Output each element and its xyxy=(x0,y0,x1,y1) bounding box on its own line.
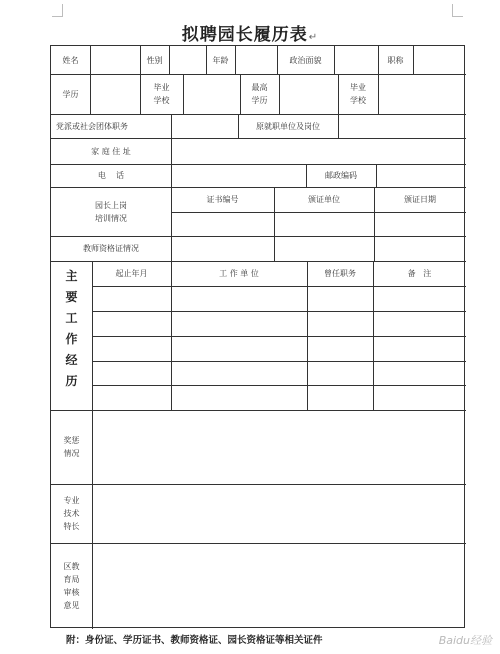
experience-side-char: 历 xyxy=(65,374,78,388)
label-age: 年龄 xyxy=(212,55,229,65)
v-rule xyxy=(171,138,172,164)
resume-form-table xyxy=(50,45,465,628)
experience-header-remarks: 备 注 xyxy=(407,269,432,278)
label-specialty: 专业 技术 特长 xyxy=(63,496,80,531)
v-rule xyxy=(274,236,275,261)
watermark: Baidu经验 xyxy=(438,634,492,647)
label-title-rank: 职称 xyxy=(387,55,404,65)
h-rule xyxy=(51,543,466,544)
experience-header-position: 曾任职务 xyxy=(324,269,356,278)
experience-side-char: 要 xyxy=(65,290,78,304)
label-cert-no: 证书编号 xyxy=(206,195,239,204)
v-rule xyxy=(376,164,377,187)
label-bureau-opinion: 区教 育局 审核 意见 xyxy=(63,562,80,610)
label-home-address: 家 庭 住 址 xyxy=(91,146,131,156)
experience-header-unit: 工 作 单 位 xyxy=(219,269,259,278)
v-rule xyxy=(413,46,414,74)
experience-header-period: 起止年月 xyxy=(115,269,148,278)
label-original-unit: 原就职单位及岗位 xyxy=(256,121,320,131)
form-title xyxy=(0,20,500,45)
experience-side-label xyxy=(51,266,92,410)
h-rule xyxy=(92,361,466,362)
label-politics: 政治面貌 xyxy=(289,55,322,65)
label-party-roles: 党派或社会团体职务 xyxy=(56,121,128,131)
label-name: 姓名 xyxy=(62,55,79,65)
crop-mark-top-left xyxy=(52,4,63,17)
experience-side-char: 工 xyxy=(65,311,78,325)
experience-side-char: 作 xyxy=(65,332,78,346)
label-postcode: 邮政编码 xyxy=(325,171,357,180)
crop-mark-top-right xyxy=(452,4,463,17)
label-teacher-cert: 教师资格证情况 xyxy=(83,244,139,253)
v-rule xyxy=(279,74,280,114)
paragraph-mark-icon: ↵ xyxy=(308,32,319,43)
v-rule xyxy=(90,46,91,74)
label-education: 学历 xyxy=(62,89,79,99)
h-rule xyxy=(92,286,466,287)
form-title-text: 拟聘园长履历表 xyxy=(181,25,308,45)
v-rule xyxy=(374,236,375,261)
h-rule xyxy=(92,336,466,337)
h-rule xyxy=(92,385,466,386)
v-rule xyxy=(169,46,170,74)
v-rule xyxy=(334,46,335,74)
experience-side-char: 经 xyxy=(65,353,78,367)
label-grad-school-1: 毕业 学校 xyxy=(153,83,170,105)
v-rule xyxy=(90,74,91,114)
v-rule xyxy=(378,74,379,114)
experience-side-char: 主 xyxy=(65,269,78,283)
h-rule xyxy=(51,484,466,485)
label-awards: 奖惩 情况 xyxy=(63,436,80,458)
footer-note: 附：身份证、学历证书、教师资格证、园长资格证等相关证件 xyxy=(66,635,323,646)
h-rule xyxy=(171,212,466,213)
label-grad-school-2: 毕业 学校 xyxy=(350,83,366,105)
v-rule xyxy=(338,114,339,138)
v-rule xyxy=(171,236,172,261)
label-issuer: 颁证单位 xyxy=(308,195,340,204)
v-rule xyxy=(171,164,172,187)
label-phone: 电 话 xyxy=(97,171,125,180)
h-rule xyxy=(51,410,466,411)
h-rule xyxy=(92,311,466,312)
label-highest-education: 最高 学历 xyxy=(251,83,268,105)
v-rule xyxy=(183,74,184,114)
label-principal-training: 园长上岗 培训情况 xyxy=(95,200,127,223)
label-issue-date: 颁证日期 xyxy=(404,195,436,204)
label-gender: 性别 xyxy=(146,55,163,65)
v-rule xyxy=(92,410,93,629)
v-rule xyxy=(235,46,236,74)
